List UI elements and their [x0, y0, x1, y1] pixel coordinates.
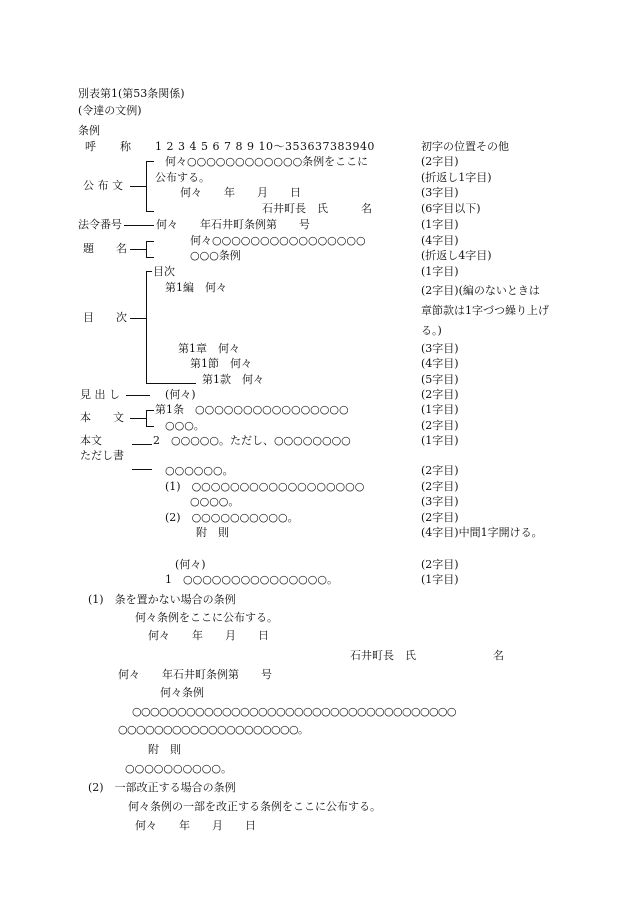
- dai-bracket-top: [146, 241, 154, 242]
- hontadashi-line-1: 2 ○○○○○。ただし、○○○○○○○○: [153, 434, 351, 447]
- hontadashi-label-1: 本文: [80, 434, 102, 447]
- koufu-bracket-bottom: [146, 211, 154, 212]
- moku-bracket-bottom: [146, 383, 196, 384]
- hourei-text: 何々 年石井町条例第 号: [156, 218, 310, 231]
- koufu-bracket-top: [146, 161, 154, 162]
- moku-line-4: 第1節 何々: [190, 357, 252, 370]
- hon-bracket-top: [146, 410, 154, 411]
- moku-bracket-top: [146, 271, 152, 272]
- dai-line-2-note: (折返し4字目): [421, 249, 492, 262]
- koufu-line-2-note: (折返し1字目): [421, 171, 492, 184]
- koufu-bracket: [146, 161, 147, 212]
- page-title: 別表第1(第53条関係): [78, 87, 185, 100]
- column-ruler: 1 2 3 4 5 6 7 8 9 10～353637383940: [155, 140, 375, 153]
- moku-line-5: 第1款 何々: [202, 373, 264, 386]
- example1-line-9: ○○○○○○○○○○。: [125, 762, 232, 775]
- moku-line-3-note: (3字目): [421, 342, 459, 355]
- midashi-text: (何々): [165, 388, 196, 401]
- tadashi-line-2-note: (2字目): [421, 464, 459, 477]
- hourei-connector: [124, 225, 154, 226]
- midashi-note: (2字目): [421, 388, 459, 401]
- koufu-line-3: 何々 年 月 日: [180, 186, 301, 199]
- head-yobi: 呼: [85, 140, 96, 153]
- moku-line-5-note: (5字目): [421, 373, 459, 386]
- dai-bracket: [146, 241, 147, 258]
- example1-line-4: 何々 年石井町条例第 号: [118, 668, 272, 681]
- dai-label: 題 名: [83, 242, 127, 255]
- tadashi-line-2: ○○○○○○。: [165, 464, 234, 477]
- hourei-label: 法令番号: [78, 218, 122, 231]
- section-label: 条例: [78, 124, 100, 137]
- koufu-line-3-note: (3字目): [421, 186, 459, 199]
- dai-line-1: 何々○○○○○○○○○○○○○○○○: [190, 234, 366, 247]
- dai-line-2: ○○○条例: [190, 249, 241, 262]
- tadashi-connector: [132, 469, 152, 470]
- moku-line-2-note-a: (2字目)(編のないときは: [421, 284, 540, 297]
- fusoku-heading: 附 則: [196, 526, 229, 539]
- fusoku-midashi: (何々): [175, 558, 206, 571]
- midashi-label: 見 出 し: [80, 388, 120, 401]
- moku-bracket: [146, 271, 147, 384]
- go-line-2-note: (2字目): [421, 511, 459, 524]
- head-right: 初字の位置その他: [421, 140, 509, 153]
- hourei-note: (1字目): [421, 218, 459, 231]
- example2-line-2: 何々 年 月 日: [135, 819, 256, 832]
- subtitle: (令達の文例): [78, 104, 142, 117]
- fusoku-midashi-note: (2字目): [421, 558, 459, 571]
- fusoku-line-1: 1 ○○○○○○○○○○○○○○○。: [165, 573, 338, 586]
- example1-line-8: 附 則: [148, 743, 181, 756]
- hon-connector: [130, 418, 146, 419]
- dai-line-1-note: (4字目): [421, 234, 459, 247]
- go-line-1b: ○○○○。: [190, 495, 240, 508]
- example2-line-1: 何々条例の一部を改正する条例をここに公布する。: [128, 800, 381, 813]
- go-line-1: (1) ○○○○○○○○○○○○○○○○○○: [165, 480, 365, 493]
- moku-line-1: 目次: [153, 265, 175, 278]
- hon-bracket: [146, 410, 147, 427]
- example2-heading: (2) 一部改正する場合の条例: [88, 781, 236, 794]
- moku-line-1-note: (1字目): [421, 265, 459, 278]
- dai-connector: [130, 249, 146, 250]
- koufu-line-4-note: (6字目以下): [421, 202, 481, 215]
- hon-line-1: 第1条 ○○○○○○○○○○○○○○○○: [155, 403, 349, 416]
- koufu-label: 公 布 文: [83, 179, 123, 192]
- koufu-line-4: 石井町長 氏 名: [262, 202, 372, 215]
- hon-label: 本 文: [80, 411, 124, 424]
- example1-line-5: 何々条例: [160, 686, 204, 699]
- moku-line-2-note-c: る。): [421, 324, 442, 337]
- example1-line-6: ○○○○○○○○○○○○○○○○○○○○○○○○○○○○○○○○○○○○: [132, 705, 456, 718]
- moku-line-2-note-b: 章節款は1字づつ繰り上げ: [421, 304, 549, 317]
- moku-label: 目 次: [83, 311, 127, 324]
- koufu-line-1-note: (2字目): [421, 155, 459, 168]
- moku-line-4-note: (4字目): [421, 357, 459, 370]
- hontadashi-line-1-note: (1字目): [421, 434, 459, 447]
- midashi-connector: [126, 395, 150, 396]
- example1-line-3: 石井町長 氏 名: [350, 649, 504, 662]
- moku-connector: [130, 318, 146, 319]
- head-sho: 称: [120, 140, 131, 153]
- go-line-2: (2) ○○○○○○○○○○。: [165, 511, 299, 524]
- go-line-1-note: (2字目): [421, 480, 459, 493]
- fusoku-line-1-note: (1字目): [421, 573, 459, 586]
- example1-line-7: ○○○○○○○○○○○○○○○○○○○○。: [118, 723, 309, 736]
- hon-bracket-bottom: [146, 426, 154, 427]
- hon-line-2: ○○○。: [165, 419, 205, 432]
- hon-line-2-note: (2字目): [421, 419, 459, 432]
- dai-bracket-bottom: [146, 257, 154, 258]
- hontadashi-label-2: ただし書: [80, 449, 124, 462]
- moku-line-2: 第1編 何々: [165, 281, 227, 294]
- hontadashi-connector: [132, 444, 152, 445]
- example1-line-1: 何々条例をここに公布する。: [135, 611, 278, 624]
- moku-line-3: 第1章 何々: [178, 342, 240, 355]
- example1-heading: (1) 条を置かない場合の条例: [88, 593, 236, 606]
- koufu-line-1: 何々○○○○○○○○○○○○条例をここに: [165, 155, 369, 168]
- example1-line-2: 何々 年 月 日: [148, 629, 269, 642]
- fusoku-heading-note: (4字目)中間1字開ける。: [421, 526, 543, 539]
- hon-line-1-note: (1字目): [421, 403, 459, 416]
- go-line-1b-note: (3字目): [421, 495, 459, 508]
- koufu-line-2: 公布する。: [155, 171, 210, 184]
- koufu-connector: [130, 186, 146, 187]
